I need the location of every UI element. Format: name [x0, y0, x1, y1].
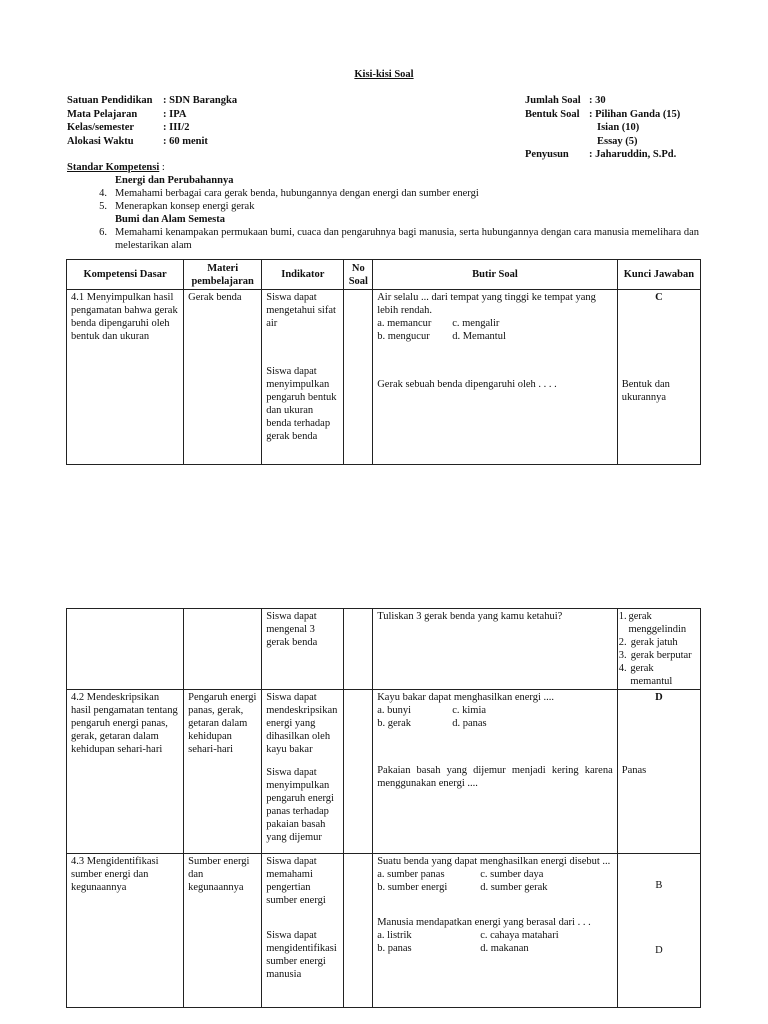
option-d: d. sumber gerak [480, 882, 548, 893]
cell-butir-soal [373, 290, 618, 465]
header-key: Penyusun [525, 149, 569, 160]
sk-item-number: 4. [99, 188, 107, 199]
sk-item-4 [67, 187, 707, 200]
list-item: 4. gerak memantul [618, 663, 673, 687]
indikator-2: Siswa dapat menyimpulkan pengaruh energi panas terhadap pakaian basah yang dijemur [266, 767, 334, 843]
header-row-satuan [67, 94, 237, 108]
table-row [67, 609, 701, 690]
sk-item-text: Memahami berbagai cara gerak benda, hubungannya dengan energi dan sumber energi [115, 188, 479, 199]
col-header-kunci-jawaban: Kunci Jawaban [617, 260, 700, 290]
col-header-indikator: Indikator [262, 260, 344, 290]
sk-item-5 [67, 200, 707, 213]
sk-group-energi: Energi dan Perubahannya [115, 175, 234, 186]
cell-butir-soal [373, 690, 618, 854]
option-a: a. bunyi [377, 705, 412, 716]
header-key: Mata Pelajaran [67, 108, 138, 120]
sk-item-number: 5. [99, 201, 107, 212]
option-c: c. cahaya matahari [480, 930, 559, 941]
header-value: : IPA [163, 108, 187, 120]
question-2-options [377, 929, 613, 955]
header-row-waktu [67, 135, 237, 149]
table-row [67, 854, 701, 1008]
option-c: c. kimia [452, 705, 487, 716]
option-a: a. sumber panas [377, 869, 445, 880]
sk-item-6 [67, 226, 707, 252]
cell-indikator [262, 854, 344, 1008]
header-value: Isian (10) [597, 122, 640, 133]
cell-no-soal [344, 690, 373, 854]
indikator-2: Siswa dapat menyimpulkan pengaruh bentuk dan ukuran benda terhadap gerak benda [266, 366, 337, 442]
cell-no-soal [344, 609, 373, 690]
kisi-kisi-table-page-1 [66, 259, 701, 465]
header-row-mapel [67, 108, 237, 122]
col-header-butir-soal: Butir Soal [373, 260, 618, 290]
header-identity [67, 94, 237, 148]
option-b: b. gerak [377, 718, 412, 729]
question-1: Suatu benda yang dapat menghasilkan energi disebut ... [377, 856, 611, 867]
header-value: : Jaharuddin, S.Pd. [589, 149, 677, 160]
header-row-bentuk [525, 108, 680, 122]
header-row-jumlah [525, 94, 680, 108]
option-c: c. mengalir [452, 318, 500, 329]
cell-kunci-jawaban [617, 690, 700, 854]
cell-butir-soal: Tuliskan 3 gerak benda yang kamu ketahui? [373, 609, 618, 690]
standar-kompetensi [67, 161, 707, 252]
option-d: d. panas [452, 718, 487, 729]
option-a: a. listrik [377, 930, 412, 941]
list-item: 1. gerak menggelindin [618, 611, 687, 635]
header-value: : 30 [589, 95, 606, 106]
option-d: d. makanan [480, 943, 529, 954]
answer-key-2: Bentuk dan ukurannya [621, 379, 670, 403]
cell-kunci-jawaban [617, 290, 700, 465]
sk-group-bumi: Bumi dan Alam Semesta [115, 214, 225, 225]
cell-kompetensi-dasar: 4.1 Menyimpulkan hasil pengamatan bahwa gerak benda dipengaruhi oleh bentuk dan ukuran [67, 290, 184, 465]
cell-no-soal [344, 290, 373, 465]
header-value: : 60 menit [163, 135, 208, 147]
document-title: Kisi-kisi Soal [354, 69, 414, 80]
cell-materi [184, 609, 262, 690]
answer-key-1: B [655, 880, 663, 891]
cell-no-soal [344, 854, 373, 1008]
question-1-options [377, 704, 613, 730]
indikator-1: Siswa dapat mengetahui sifat air [266, 292, 336, 329]
cell-materi: Gerak benda [184, 290, 262, 465]
table-header-row [67, 260, 701, 290]
option-d: d. Memantul [452, 331, 506, 342]
option-a: a. memancur [377, 318, 432, 329]
header-value: Essay (5) [597, 135, 638, 147]
option-b: b. panas [377, 943, 412, 954]
table-row [67, 690, 701, 854]
option-b: b. sumber energi [377, 882, 448, 893]
answer-key-2: Panas [621, 765, 647, 776]
header-key: Kelas/semester [67, 122, 135, 133]
question-2: Pakaian basah yang dijemur menjadi kering karena menggunakan energi .... [377, 765, 613, 789]
indikator-1: Siswa dapat mendeskripsikan energi yang dihasilkan oleh kayu bakar [266, 692, 338, 755]
col-header-kompetensi-dasar: Kompetensi Dasar [67, 260, 184, 290]
cell-indikator [262, 690, 344, 854]
sk-item-text: Memahami kenampakan permukaan bumi, cuaca dan pengaruhnya bagi manusia, serta hubungannya dengan cara manusia memelihara dan melestarikan alam [115, 227, 699, 251]
cell-kompetensi-dasar: 4.2 Mendeskripsikan hasil pengamatan tentang pengaruh energi panas, gerak, getaran dalam kehidupan sehari-hari [67, 690, 184, 854]
sk-item-number: 6. [99, 227, 107, 238]
cell-kompetensi-dasar: 4.3 Mengidentifikasi sumber energi dan kegunaannya [67, 854, 184, 1008]
question-1: Kayu bakar dapat menghasilkan energi .... [377, 692, 554, 703]
header-row-kelas [67, 121, 237, 135]
sk-colon: : [159, 162, 165, 173]
cell-indikator [262, 290, 344, 465]
question-1-options [377, 317, 613, 343]
answer-list [619, 610, 696, 688]
header-key: Alokasi Waktu [67, 135, 134, 147]
table-row [67, 290, 701, 465]
col-header-materi: Materi pembelajaran [184, 260, 262, 290]
cell-indikator: Siswa dapat mengenal 3 gerak benda [262, 609, 344, 690]
answer-key-1: D [655, 692, 663, 703]
header-value: : SDN Barangka [163, 95, 238, 106]
answer-key-2: D [655, 945, 663, 956]
cell-butir-soal [373, 854, 618, 1008]
answer-key-1: C [655, 292, 663, 303]
header-value: : III/2 [163, 122, 190, 133]
cell-kompetensi-dasar [67, 609, 184, 690]
question-1-options [377, 868, 613, 894]
question-2: Manusia mendapatkan energi yang berasal dari . . . [377, 917, 591, 928]
header-key: Satuan Pendidikan [67, 95, 153, 106]
cell-kunci-jawaban [617, 854, 700, 1008]
option-b: b. mengucur [377, 331, 430, 342]
sk-label: Standar Kompetensi [67, 162, 160, 173]
list-item: 3. gerak berputar [618, 650, 692, 661]
header-row-penyusun [525, 148, 680, 162]
col-header-no-soal: No Soal [344, 260, 373, 290]
header-row-isian [525, 121, 680, 135]
question-1: Air selalu ... dari tempat yang tinggi ke tempat yang lebih rendah. [377, 292, 596, 316]
header-row-essay [525, 135, 680, 149]
cell-materi: Sumber energi dan kegunaannya [184, 854, 262, 1008]
header-value: : Pilihan Ganda (15) [589, 108, 681, 120]
indikator-2: Siswa dapat mengidentifikasi sumber energi manusia [266, 930, 337, 980]
indikator-1: Siswa dapat memahami pengertian sumber energi [266, 856, 326, 906]
sk-item-text: Menerapkan konsep energi gerak [115, 201, 255, 212]
header-exam-info [525, 94, 680, 162]
list-item: 2. gerak jatuh [618, 637, 678, 648]
header-key: Jumlah Soal [525, 95, 581, 106]
header-key: Bentuk Soal [525, 108, 580, 120]
cell-materi: Pengaruh energi panas, gerak, getaran dalam kehidupan sehari-hari [184, 690, 262, 854]
question-2: Gerak sebuah benda dipengaruhi oleh . . . . [377, 379, 557, 390]
option-c: c. sumber daya [480, 869, 544, 880]
cell-kunci-jawaban [617, 609, 700, 690]
kisi-kisi-table-page-2 [66, 608, 701, 1008]
